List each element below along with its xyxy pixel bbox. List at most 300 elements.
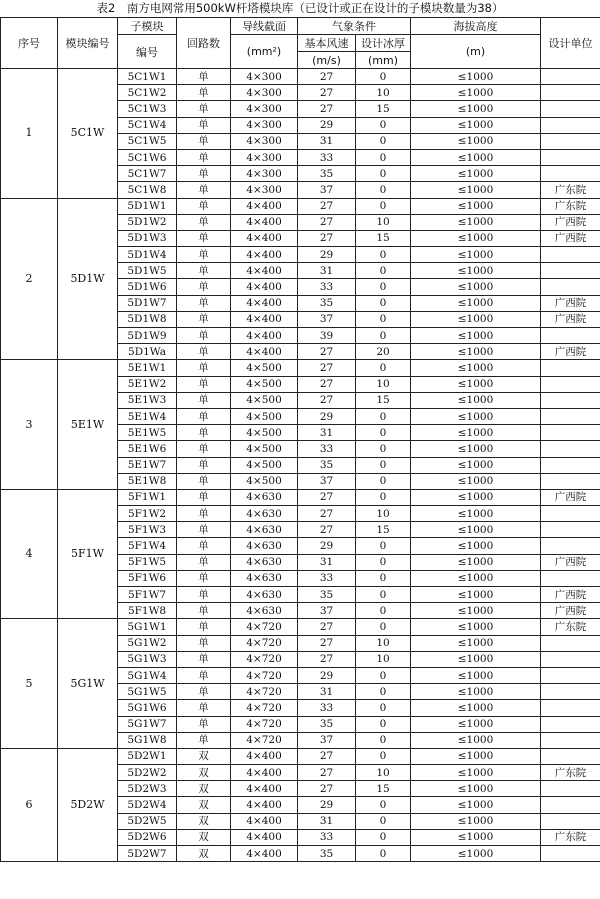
design-unit-cell <box>541 506 600 522</box>
design-unit-cell <box>541 166 600 182</box>
sub-module-code-cell: 5D2W3 <box>118 781 177 797</box>
altitude-cell: ≤1000 <box>411 570 541 586</box>
circuit-count-cell: 单 <box>177 392 231 408</box>
header-altitude: 海拔高度 <box>411 18 541 35</box>
wind-speed-cell: 31 <box>298 554 356 570</box>
conductor-section-cell: 4×720 <box>231 635 298 651</box>
seq-cell: 5 <box>1 619 58 749</box>
design-unit-cell <box>541 522 600 538</box>
conductor-section-cell: 4×400 <box>231 813 298 829</box>
wind-speed-cell: 27 <box>298 376 356 392</box>
sub-module-code-cell: 5D1Wa <box>118 344 177 360</box>
conductor-section-cell: 4×300 <box>231 133 298 149</box>
sub-module-code-cell: 5F1W3 <box>118 522 177 538</box>
module-code-cell: 5G1W <box>58 619 118 749</box>
design-unit-cell <box>541 328 600 344</box>
design-unit-cell: 广西院 <box>541 295 600 311</box>
design-unit-cell <box>541 748 600 764</box>
design-unit-cell <box>541 667 600 683</box>
ice-thickness-cell: 0 <box>356 166 411 182</box>
header-designer: 设计单位 <box>541 18 600 69</box>
ice-thickness-cell: 0 <box>356 263 411 279</box>
altitude-cell: ≤1000 <box>411 311 541 327</box>
sub-module-code-cell: 5D1W5 <box>118 263 177 279</box>
design-unit-cell <box>541 441 600 457</box>
sub-module-code-cell: 5C1W2 <box>118 85 177 101</box>
header-row-1 <box>1 18 600 35</box>
ice-thickness-cell: 10 <box>356 506 411 522</box>
altitude-cell: ≤1000 <box>411 425 541 441</box>
sub-module-code-cell: 5C1W3 <box>118 101 177 117</box>
circuit-count-cell: 单 <box>177 732 231 748</box>
sub-module-code-cell: 5D1W4 <box>118 247 177 263</box>
wind-speed-cell: 27 <box>298 651 356 667</box>
tower-module-table <box>0 17 600 862</box>
altitude-cell: ≤1000 <box>411 489 541 505</box>
sub-module-code-cell: 5F1W4 <box>118 538 177 554</box>
sub-module-code-cell: 5D1W2 <box>118 214 177 230</box>
altitude-cell: ≤1000 <box>411 797 541 813</box>
sub-module-code-cell: 5D1W9 <box>118 328 177 344</box>
conductor-section-cell: 4×720 <box>231 716 298 732</box>
sub-module-code-cell: 5D1W7 <box>118 295 177 311</box>
circuit-count-cell: 单 <box>177 587 231 603</box>
conductor-section-cell: 4×500 <box>231 441 298 457</box>
ice-thickness-cell: 0 <box>356 603 411 619</box>
altitude-cell: ≤1000 <box>411 506 541 522</box>
circuit-count-cell: 单 <box>177 651 231 667</box>
module-code-cell: 5C1W <box>58 69 118 199</box>
altitude-cell: ≤1000 <box>411 360 541 376</box>
wind-speed-cell: 35 <box>298 457 356 473</box>
conductor-section-cell: 4×300 <box>231 69 298 85</box>
conductor-section-cell: 4×400 <box>231 214 298 230</box>
conductor-section-cell: 4×630 <box>231 570 298 586</box>
altitude-cell: ≤1000 <box>411 635 541 651</box>
sub-module-code-cell: 5D2W6 <box>118 829 177 845</box>
design-unit-cell <box>541 700 600 716</box>
wind-speed-cell: 37 <box>298 732 356 748</box>
conductor-section-cell: 4×500 <box>231 473 298 489</box>
ice-thickness-cell: 0 <box>356 149 411 165</box>
conductor-section-cell: 4×630 <box>231 538 298 554</box>
table-row <box>1 360 600 376</box>
design-unit-cell <box>541 85 600 101</box>
design-unit-cell <box>541 425 600 441</box>
conductor-section-cell: 4×720 <box>231 684 298 700</box>
seq-cell: 1 <box>1 69 58 199</box>
circuit-count-cell: 单 <box>177 667 231 683</box>
conductor-section-cell: 4×400 <box>231 781 298 797</box>
design-unit-cell <box>541 732 600 748</box>
wind-speed-cell: 37 <box>298 473 356 489</box>
design-unit-cell: 广西院 <box>541 554 600 570</box>
altitude-cell: ≤1000 <box>411 587 541 603</box>
circuit-count-cell: 单 <box>177 506 231 522</box>
design-unit-cell: 广西院 <box>541 489 600 505</box>
design-unit-cell: 广西院 <box>541 230 600 246</box>
circuit-count-cell: 双 <box>177 765 231 781</box>
ice-thickness-cell: 10 <box>356 651 411 667</box>
design-unit-cell <box>541 263 600 279</box>
circuit-count-cell: 单 <box>177 198 231 214</box>
conductor-section-cell: 4×300 <box>231 117 298 133</box>
circuit-count-cell: 单 <box>177 684 231 700</box>
sub-module-code-cell: 5D2W7 <box>118 846 177 862</box>
altitude-cell: ≤1000 <box>411 603 541 619</box>
wind-speed-cell: 31 <box>298 425 356 441</box>
altitude-cell: ≤1000 <box>411 408 541 424</box>
header-wind: 基本风速 <box>298 35 356 52</box>
design-unit-cell <box>541 473 600 489</box>
wind-speed-cell: 35 <box>298 166 356 182</box>
header-circuit: 回路数 <box>177 18 231 69</box>
conductor-section-cell: 4×400 <box>231 247 298 263</box>
ice-thickness-cell: 0 <box>356 716 411 732</box>
circuit-count-cell: 单 <box>177 603 231 619</box>
design-unit-cell: 广东院 <box>541 765 600 781</box>
wind-speed-cell: 27 <box>298 392 356 408</box>
circuit-count-cell: 双 <box>177 846 231 862</box>
altitude-cell: ≤1000 <box>411 554 541 570</box>
circuit-count-cell: 单 <box>177 408 231 424</box>
altitude-cell: ≤1000 <box>411 101 541 117</box>
module-code-cell: 5D1W <box>58 198 118 360</box>
conductor-section-cell: 4×500 <box>231 360 298 376</box>
conductor-section-cell: 4×720 <box>231 651 298 667</box>
circuit-count-cell: 双 <box>177 781 231 797</box>
circuit-count-cell: 单 <box>177 247 231 263</box>
circuit-count-cell: 单 <box>177 149 231 165</box>
sub-module-code-cell: 5D1W3 <box>118 230 177 246</box>
table-row <box>1 489 600 505</box>
altitude-cell: ≤1000 <box>411 85 541 101</box>
wind-speed-cell: 33 <box>298 700 356 716</box>
altitude-cell: ≤1000 <box>411 230 541 246</box>
wind-speed-cell: 33 <box>298 570 356 586</box>
ice-thickness-cell: 0 <box>356 846 411 862</box>
altitude-cell: ≤1000 <box>411 457 541 473</box>
sub-module-code-cell: 5G1W3 <box>118 651 177 667</box>
wind-speed-cell: 27 <box>298 522 356 538</box>
circuit-count-cell: 双 <box>177 829 231 845</box>
circuit-count-cell: 单 <box>177 117 231 133</box>
circuit-count-cell: 单 <box>177 522 231 538</box>
altitude-cell: ≤1000 <box>411 182 541 198</box>
design-unit-cell <box>541 69 600 85</box>
altitude-cell: ≤1000 <box>411 441 541 457</box>
seq-cell: 4 <box>1 489 58 619</box>
sub-module-code-cell: 5F1W8 <box>118 603 177 619</box>
wind-speed-cell: 27 <box>298 344 356 360</box>
circuit-count-cell: 单 <box>177 473 231 489</box>
conductor-section-cell: 4×630 <box>231 489 298 505</box>
conductor-section-cell: 4×500 <box>231 376 298 392</box>
design-unit-cell: 广东院 <box>541 619 600 635</box>
altitude-cell: ≤1000 <box>411 69 541 85</box>
altitude-cell: ≤1000 <box>411 328 541 344</box>
wind-speed-cell: 35 <box>298 295 356 311</box>
conductor-section-cell: 4×630 <box>231 554 298 570</box>
conductor-section-cell: 4×630 <box>231 506 298 522</box>
wind-speed-cell: 27 <box>298 619 356 635</box>
wind-speed-cell: 27 <box>298 85 356 101</box>
sub-module-code-cell: 5D1W6 <box>118 279 177 295</box>
circuit-count-cell: 单 <box>177 230 231 246</box>
sub-module-code-cell: 5C1W7 <box>118 166 177 182</box>
design-unit-cell <box>541 651 600 667</box>
ice-thickness-cell: 0 <box>356 489 411 505</box>
wind-speed-cell: 37 <box>298 182 356 198</box>
ice-thickness-cell: 0 <box>356 473 411 489</box>
conductor-section-cell: 4×630 <box>231 522 298 538</box>
design-unit-cell: 广东院 <box>541 829 600 845</box>
design-unit-cell: 广西院 <box>541 344 600 360</box>
ice-thickness-cell: 0 <box>356 813 411 829</box>
conductor-section-cell: 4×300 <box>231 182 298 198</box>
design-unit-cell: 广东院 <box>541 198 600 214</box>
ice-thickness-cell: 10 <box>356 765 411 781</box>
design-unit-cell <box>541 846 600 862</box>
wind-speed-cell: 29 <box>298 408 356 424</box>
wind-speed-cell: 33 <box>298 829 356 845</box>
design-unit-cell: 广西院 <box>541 587 600 603</box>
design-unit-cell <box>541 684 600 700</box>
altitude-cell: ≤1000 <box>411 198 541 214</box>
sub-module-code-cell: 5D2W1 <box>118 748 177 764</box>
conductor-section-cell: 4×400 <box>231 198 298 214</box>
design-unit-cell <box>541 457 600 473</box>
circuit-count-cell: 单 <box>177 85 231 101</box>
wind-speed-cell: 29 <box>298 247 356 263</box>
altitude-cell: ≤1000 <box>411 166 541 182</box>
conductor-section-cell: 4×500 <box>231 425 298 441</box>
conductor-section-cell: 4×400 <box>231 295 298 311</box>
sub-module-code-cell: 5D2W4 <box>118 797 177 813</box>
conductor-section-cell: 4×630 <box>231 587 298 603</box>
wind-speed-cell: 29 <box>298 667 356 683</box>
altitude-cell: ≤1000 <box>411 392 541 408</box>
wind-speed-cell: 27 <box>298 748 356 764</box>
design-unit-cell <box>541 538 600 554</box>
wind-speed-cell: 31 <box>298 813 356 829</box>
altitude-cell: ≤1000 <box>411 813 541 829</box>
circuit-count-cell: 单 <box>177 425 231 441</box>
design-unit-cell <box>541 392 600 408</box>
ice-thickness-cell: 10 <box>356 635 411 651</box>
table-title: 表2 南方电网常用500kW杆塔模块库（已设计或正在设计的子模块数量为38） <box>96 1 504 15</box>
circuit-count-cell: 单 <box>177 360 231 376</box>
altitude-cell: ≤1000 <box>411 667 541 683</box>
design-unit-cell <box>541 570 600 586</box>
design-unit-cell: 广西院 <box>541 214 600 230</box>
conductor-section-cell: 4×720 <box>231 732 298 748</box>
table-header <box>1 18 600 69</box>
table-row <box>1 619 600 635</box>
altitude-cell: ≤1000 <box>411 376 541 392</box>
conductor-section-cell: 4×300 <box>231 85 298 101</box>
header-wind-unit: (m/s) <box>298 52 356 69</box>
sub-module-code-cell: 5F1W1 <box>118 489 177 505</box>
design-unit-cell <box>541 133 600 149</box>
conductor-section-cell: 4×400 <box>231 263 298 279</box>
sub-module-code-cell: 5C1W4 <box>118 117 177 133</box>
conductor-section-cell: 4×400 <box>231 748 298 764</box>
wind-speed-cell: 27 <box>298 635 356 651</box>
conductor-section-cell: 4×400 <box>231 765 298 781</box>
design-unit-cell <box>541 813 600 829</box>
ice-thickness-cell: 0 <box>356 587 411 603</box>
conductor-section-cell: 4×400 <box>231 344 298 360</box>
conductor-section-cell: 4×300 <box>231 166 298 182</box>
header-module-code: 模块编号 <box>58 18 118 69</box>
altitude-cell: ≤1000 <box>411 473 541 489</box>
header-conductor-unit: (mm²) <box>231 35 298 69</box>
conductor-section-cell: 4×400 <box>231 279 298 295</box>
circuit-count-cell: 单 <box>177 101 231 117</box>
wind-speed-cell: 29 <box>298 117 356 133</box>
sub-module-code-cell: 5E1W8 <box>118 473 177 489</box>
header-weather: 气象条件 <box>298 18 411 35</box>
sub-module-code-cell: 5G1W2 <box>118 635 177 651</box>
circuit-count-cell: 双 <box>177 813 231 829</box>
wind-speed-cell: 27 <box>298 781 356 797</box>
wind-speed-cell: 27 <box>298 489 356 505</box>
conductor-section-cell: 4×300 <box>231 101 298 117</box>
circuit-count-cell: 单 <box>177 457 231 473</box>
sub-module-code-cell: 5F1W2 <box>118 506 177 522</box>
module-code-cell: 5D2W <box>58 748 118 861</box>
ice-thickness-cell: 0 <box>356 619 411 635</box>
circuit-count-cell: 单 <box>177 619 231 635</box>
ice-thickness-cell: 0 <box>356 667 411 683</box>
ice-thickness-cell: 10 <box>356 376 411 392</box>
sub-module-code-cell: 5G1W8 <box>118 732 177 748</box>
ice-thickness-cell: 0 <box>356 295 411 311</box>
circuit-count-cell: 单 <box>177 716 231 732</box>
design-unit-cell <box>541 408 600 424</box>
design-unit-cell: 广西院 <box>541 603 600 619</box>
sub-module-code-cell: 5E1W1 <box>118 360 177 376</box>
wind-speed-cell: 31 <box>298 263 356 279</box>
circuit-count-cell: 单 <box>177 700 231 716</box>
ice-thickness-cell: 0 <box>356 748 411 764</box>
ice-thickness-cell: 0 <box>356 797 411 813</box>
sub-module-code-cell: 5C1W1 <box>118 69 177 85</box>
conductor-section-cell: 4×400 <box>231 797 298 813</box>
ice-thickness-cell: 0 <box>356 425 411 441</box>
table-row <box>1 69 600 85</box>
conductor-section-cell: 4×720 <box>231 700 298 716</box>
ice-thickness-cell: 0 <box>356 441 411 457</box>
design-unit-cell <box>541 101 600 117</box>
header-seq: 序号 <box>1 18 58 69</box>
sub-module-code-cell: 5E1W4 <box>118 408 177 424</box>
sub-module-code-cell: 5E1W2 <box>118 376 177 392</box>
table-row <box>1 748 600 764</box>
ice-thickness-cell: 0 <box>356 829 411 845</box>
circuit-count-cell: 单 <box>177 166 231 182</box>
circuit-count-cell: 单 <box>177 214 231 230</box>
wind-speed-cell: 35 <box>298 716 356 732</box>
ice-thickness-cell: 10 <box>356 85 411 101</box>
conductor-section-cell: 4×500 <box>231 392 298 408</box>
circuit-count-cell: 单 <box>177 489 231 505</box>
ice-thickness-cell: 15 <box>356 230 411 246</box>
sub-module-code-cell: 5D2W2 <box>118 765 177 781</box>
sub-module-code-cell: 5F1W6 <box>118 570 177 586</box>
header-ice-unit: (mm) <box>356 52 411 69</box>
altitude-cell: ≤1000 <box>411 279 541 295</box>
ice-thickness-cell: 15 <box>356 392 411 408</box>
circuit-count-cell: 单 <box>177 376 231 392</box>
design-unit-cell <box>541 635 600 651</box>
altitude-cell: ≤1000 <box>411 295 541 311</box>
wind-speed-cell: 27 <box>298 69 356 85</box>
header-sub-module-code: 编号 <box>118 35 177 69</box>
altitude-cell: ≤1000 <box>411 781 541 797</box>
wind-speed-cell: 27 <box>298 198 356 214</box>
altitude-cell: ≤1000 <box>411 522 541 538</box>
design-unit-cell <box>541 149 600 165</box>
altitude-cell: ≤1000 <box>411 263 541 279</box>
circuit-count-cell: 单 <box>177 538 231 554</box>
conductor-section-cell: 4×720 <box>231 619 298 635</box>
header-conductor: 导线截面 <box>231 18 298 35</box>
seq-cell: 3 <box>1 360 58 490</box>
wind-speed-cell: 31 <box>298 684 356 700</box>
circuit-count-cell: 单 <box>177 182 231 198</box>
module-code-cell: 5F1W <box>58 489 118 619</box>
ice-thickness-cell: 0 <box>356 133 411 149</box>
ice-thickness-cell: 0 <box>356 457 411 473</box>
conductor-section-cell: 4×400 <box>231 829 298 845</box>
conductor-section-cell: 4×400 <box>231 230 298 246</box>
ice-thickness-cell: 0 <box>356 247 411 263</box>
altitude-cell: ≤1000 <box>411 651 541 667</box>
altitude-cell: ≤1000 <box>411 829 541 845</box>
header-ice: 设计冰厚 <box>356 35 411 52</box>
design-unit-cell <box>541 376 600 392</box>
ice-thickness-cell: 0 <box>356 198 411 214</box>
conductor-section-cell: 4×720 <box>231 667 298 683</box>
ice-thickness-cell: 15 <box>356 101 411 117</box>
altitude-cell: ≤1000 <box>411 748 541 764</box>
wind-speed-cell: 39 <box>298 328 356 344</box>
circuit-count-cell: 单 <box>177 344 231 360</box>
circuit-count-cell: 单 <box>177 263 231 279</box>
sub-module-code-cell: 5G1W5 <box>118 684 177 700</box>
conductor-section-cell: 4×300 <box>231 149 298 165</box>
wind-speed-cell: 35 <box>298 846 356 862</box>
sub-module-code-cell: 5C1W6 <box>118 149 177 165</box>
conductor-section-cell: 4×400 <box>231 328 298 344</box>
wind-speed-cell: 29 <box>298 538 356 554</box>
wind-speed-cell: 31 <box>298 133 356 149</box>
design-unit-cell <box>541 279 600 295</box>
ice-thickness-cell: 0 <box>356 279 411 295</box>
sub-module-code-cell: 5C1W8 <box>118 182 177 198</box>
ice-thickness-cell: 0 <box>356 360 411 376</box>
circuit-count-cell: 双 <box>177 748 231 764</box>
wind-speed-cell: 27 <box>298 101 356 117</box>
module-code-cell: 5E1W <box>58 360 118 490</box>
circuit-count-cell: 单 <box>177 295 231 311</box>
header-sub-module: 子模块 <box>118 18 177 35</box>
ice-thickness-cell: 0 <box>356 311 411 327</box>
conductor-section-cell: 4×400 <box>231 846 298 862</box>
design-unit-cell <box>541 360 600 376</box>
